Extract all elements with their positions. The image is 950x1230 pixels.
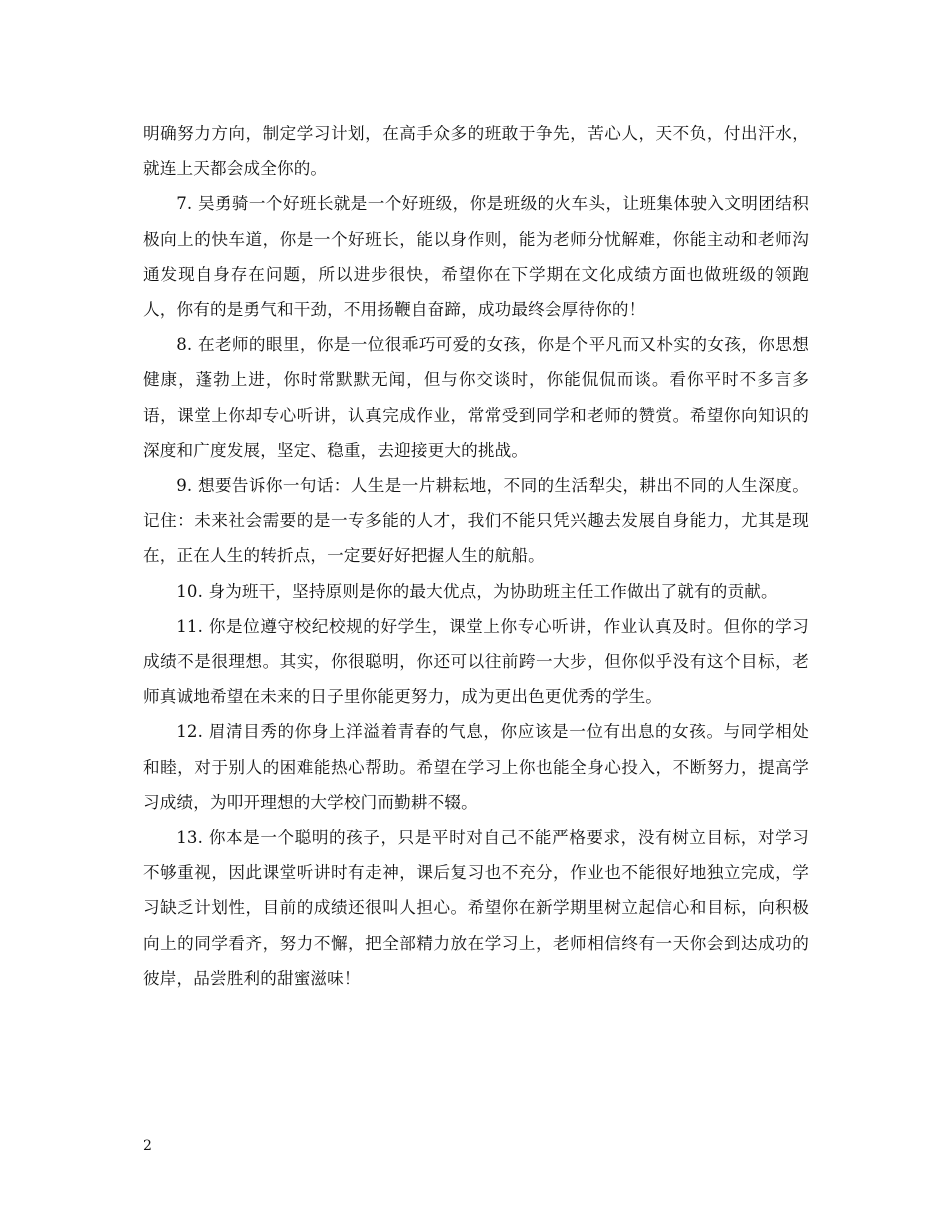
page-number: 2 bbox=[143, 1138, 152, 1154]
paragraph-comment-11: 11. 你是位遵守校纪校规的好学生，课堂上你专心听讲，作业认真及时。但你的学习成绩不是很理想。其实，你很聪明，你还可以往前跨一大步，但你似乎没有这个目标，老师真诚地希望在未来的日子里你能更努力，成为更出色更优秀的学生。 bbox=[143, 616, 809, 707]
paragraph-continuation: 明确努力方向，制定学习计划，在高手众多的班敢于争先，苦心人，天不负，付出汗水，就连上天都会成全你的。 bbox=[143, 124, 809, 179]
paragraph-comment-10: 10. 身为班干，坚持原则是你的最大优点，为协助班主任工作做出了就有的贡献。 bbox=[176, 581, 778, 601]
paragraph-comment-7: 7. 吴勇骑一个好班长就是一个好班级，你是班级的火车头，让班集体驶入文明团结积极向上的快车道，你是一个好班长，能以身作则，能为老师分忧解难，你能主动和老师沟通发现自身存在问题，所以进步很快，希望你在下学期在文化成绩方面也做班级的领跑人，你有的是勇气和干劲，不用扬鞭自奋蹄，成功最终会厚待你的！ bbox=[143, 194, 809, 320]
paragraph-comment-12: 12. 眉清目秀的你身上洋溢着青春的气息，你应该是一位有出息的女孩。与同学相处和睦，对于别人的困难能热心帮助。希望在学习上你也能全身心投入，不断努力，提高学习成绩，为叩开理想的大学校门而勤耕不辍。 bbox=[143, 722, 809, 812]
paragraph-comment-8: 8. 在老师的眼里，你是一位很乖巧可爱的女孩，你是个平凡而又朴实的女孩，你思想健康，蓬勃上进，你时常默默无闻，但与你交谈时，你能侃侃而谈。看你平时不多言多语，课堂上你却专心听讲，认真完成作业，常常受到同学和老师的赞赏。希望你向知识的深度和广度发展，坚定、稳重，去迎接更大的挑战。 bbox=[143, 335, 809, 460]
paragraph-comment-9: 9. 想要告诉你一句话：人生是一片耕耘地，不同的生活犁尖，耕出不同的人生深度。记住：未来社会需要的是一专多能的人才，我们不能只凭兴趣去发展自身能力，尤其是现在，正在人生的转折点，一定要好好把握人生的航船。 bbox=[143, 476, 809, 566]
paragraph-comment-13: 13. 你本是一个聪明的孩子，只是平时对自己不能严格要求，没有树立目标，对学习不够重视，因此课堂听讲时有走神，课后复习也不充分，作业也不能很好地独立完成，学习缺乏计划性，目前的成绩还很叫人担心。希望你在新学期里树立起信心和目标，向积极向上的同学看齐，努力不懈，把全部精力放在学习上，老师相信终有一天你会到达成功的彼岸，品尝胜利的甜蜜滋味！ bbox=[143, 828, 809, 988]
document-body bbox=[143, 116, 809, 996]
